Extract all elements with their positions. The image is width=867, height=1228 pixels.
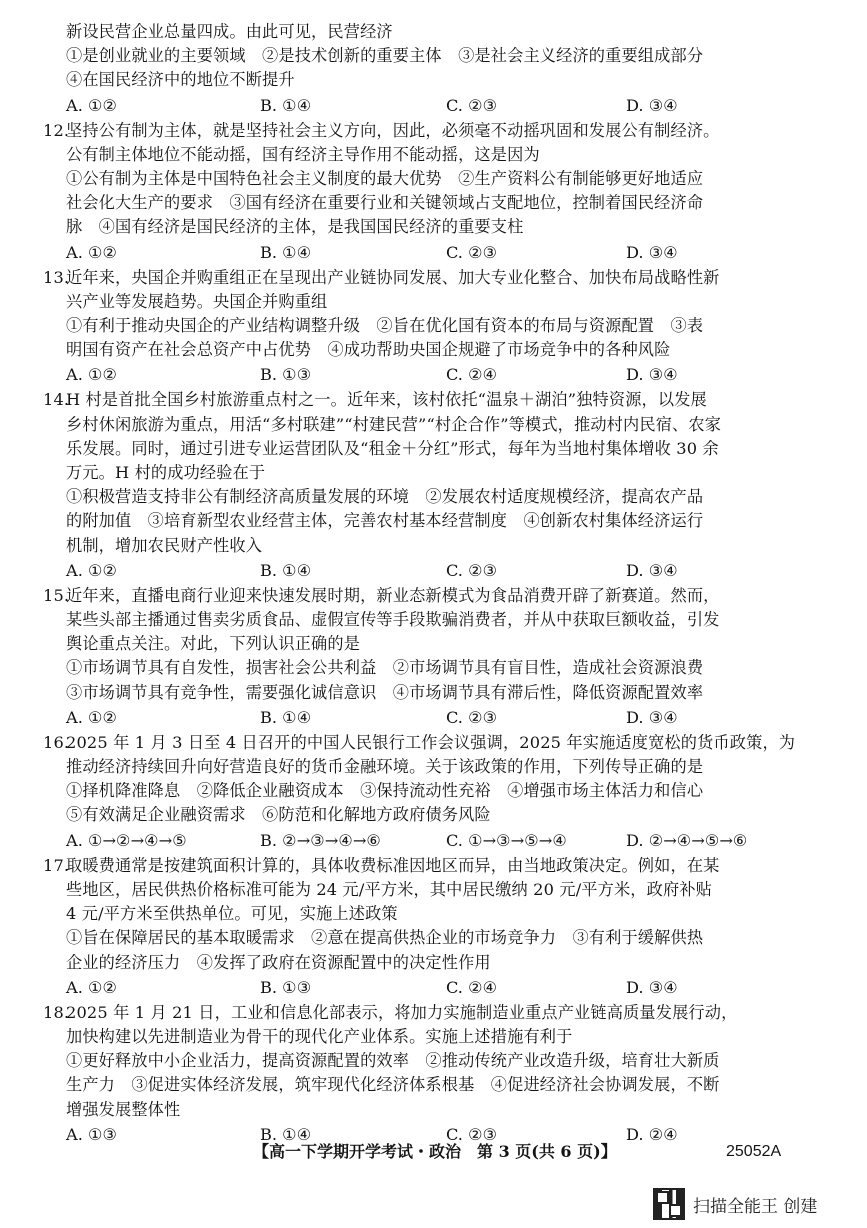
answer-option: D. ③④ <box>626 95 678 115</box>
answer-options <box>66 705 800 731</box>
answer-option: D. ③④ <box>626 707 678 727</box>
text-line <box>66 437 800 461</box>
text-line <box>66 878 800 902</box>
text-line <box>66 509 800 533</box>
line-text: ①旨在保障居民的基本取暖需求 ②意在提高供热企业的市场竞争力 ③有利于缓解供热 <box>66 928 704 948</box>
line-text: ①公有制为主体是中国特色社会主义制度的最大优势 ②生产资料公有制能够更好地适应 <box>66 169 704 189</box>
line-text: H 村是首批全国乡村旅游重点村之一。近年来，该村依托“温泉＋湖泊”独特资源，以发展 <box>66 390 707 410</box>
answer-option: A. ①③ <box>66 1124 118 1144</box>
line-text: 乐发展。同时，通过引进专业运营团队及“租金＋分红”形式，每年为当地村集体增收 30 余 <box>66 438 719 458</box>
text-line <box>66 20 800 44</box>
text-line <box>66 1073 800 1097</box>
line-text: 加快构建以先进制造业为骨干的现代化产业体系。实施上述措施有利于 <box>66 1026 573 1046</box>
line-text: 些地区，居民供热价格标准可能为 24 元/平方米，其中居民缴纳 20 元/平方米，政府补贴 <box>66 879 712 899</box>
answer-options <box>66 975 800 1001</box>
line-text: 近年来，央国企并购重组正在呈现出产业链协同发展、加大专业化整合、加快布局战略性新 <box>66 267 720 287</box>
text-line <box>66 608 800 632</box>
question-number: 14. <box>43 390 70 410</box>
text-line <box>66 191 800 215</box>
answer-option: C. ②④ <box>446 977 498 997</box>
question-stem <box>43 266 800 290</box>
answer-option: A. ①② <box>66 560 118 580</box>
text-line <box>66 926 800 950</box>
answer-option: B. ①④ <box>260 1124 312 1144</box>
answer-option: A. ①② <box>66 977 118 997</box>
text-line <box>66 681 800 705</box>
answer-option: C. ②③ <box>446 560 498 580</box>
text-line <box>66 534 800 558</box>
question-number: 13. <box>43 267 70 287</box>
answer-option: D. ②④ <box>626 1124 678 1144</box>
text-line <box>66 1025 800 1049</box>
line-text: ①市场调节具有自发性，损害社会公共利益 ②市场调节具有盲目性，造成社会资源浪费 <box>66 658 704 678</box>
answer-option: B. ①③ <box>260 977 312 997</box>
question-number: 18. <box>43 1002 70 1022</box>
answer-option: A. ①→②→④→⑤ <box>66 830 187 850</box>
answer-option: C. ①→③→⑤→④ <box>446 830 567 850</box>
text-line <box>66 290 800 314</box>
line-text: ④在国民经济中的地位不断提升 <box>66 70 295 90</box>
answer-options <box>66 362 800 388</box>
answer-option: A. ①② <box>66 365 118 385</box>
text-line <box>66 215 800 239</box>
line-text: 坚持公有制为主体，就是坚持社会主义方向，因此，必须毫不动摇巩固和发展公有制经济。 <box>66 120 720 140</box>
question-number: 17. <box>43 855 70 875</box>
answer-option: C. ②③ <box>446 1124 498 1144</box>
line-text: ①更好释放中小企业活力，提高资源配置的效率 ②推动传统产业改造升级，培育壮大新质 <box>66 1051 720 1071</box>
line-text: 2025 年 1 月 21 日，工业和信息化部表示，将加力实施制造业重点产业链高质量发展行动， <box>66 1002 738 1022</box>
answer-option: B. ①④ <box>260 95 312 115</box>
answer-option: C. ②④ <box>446 365 498 385</box>
text-line <box>66 485 800 509</box>
answer-options <box>66 93 800 119</box>
line-text: 机制，增加农民财产性收入 <box>66 535 263 555</box>
text-line <box>66 632 800 656</box>
text-line <box>66 413 800 437</box>
answer-option: C. ②③ <box>446 707 498 727</box>
scanner-watermark <box>653 1188 817 1220</box>
answer-option: A. ①② <box>66 95 118 115</box>
line-text: 的附加值 ③培育新型农业经营主体，完善农村基本经营制度 ④创新农村集体经济运行 <box>66 511 704 531</box>
text-line <box>66 755 800 779</box>
answer-option: B. ①③ <box>260 365 312 385</box>
answer-option: B. ①④ <box>260 560 312 580</box>
answer-option: D. ③④ <box>626 242 678 262</box>
answer-option: B. ①④ <box>260 242 312 262</box>
text-line <box>66 44 800 68</box>
answer-option: C. ②③ <box>446 95 498 115</box>
question-number: 12. <box>43 120 70 140</box>
line-text: 2025 年 1 月 3 日至 4 日召开的中国人民银行工作会议强调，2025 年实施适度宽松的货币政策，为 <box>66 732 796 752</box>
text-line <box>66 656 800 680</box>
question-number: 15. <box>43 585 70 605</box>
question-stem <box>43 119 800 143</box>
line-text: ①择机降准降息 ②降低企业融资成本 ③保持流动性充裕 ④增强市场主体活力和信心 <box>66 781 704 801</box>
text-line <box>66 1049 800 1073</box>
answer-option: B. ②→③→④→⑥ <box>260 830 381 850</box>
line-text: 生产力 ③促进实体经济发展，筑牢现代化经济体系根基 ④促进经济社会协调发展，不断 <box>66 1075 720 1095</box>
answer-option: B. ①④ <box>260 707 312 727</box>
line-text: 增强发展整体性 <box>66 1099 181 1119</box>
line-text: 舆论重点关注。对此，下列认识正确的是 <box>66 634 361 654</box>
text-line <box>66 803 800 827</box>
text-line <box>66 779 800 803</box>
answer-options <box>66 828 800 854</box>
line-text: ⑤有效满足企业融资需求 ⑥防范和化解地方政府债务风险 <box>66 805 491 825</box>
text-line <box>66 314 800 338</box>
line-text: 近年来，直播电商行业迎来快速发展时期，新业态新模式为食品消费开辟了新赛道。然而， <box>66 585 720 605</box>
question-content <box>43 20 800 1148</box>
line-text: ①有利于推动央国企的产业结构调整升级 ②旨在优化国有资本的布局与资源配置 ③表 <box>66 316 704 336</box>
text-line <box>66 167 800 191</box>
line-text: 公有制主体地位不能动摇，国有经济主导作用不能动摇，这是因为 <box>66 144 540 164</box>
text-line <box>66 461 800 485</box>
question-stem <box>43 1001 800 1025</box>
answer-option: D. ③④ <box>626 365 678 385</box>
line-text: 社会化大生产的要求 ③国有经济在重要行业和关键领域占支配地位，控制着国民经济命 <box>66 193 704 213</box>
text-line <box>66 338 800 362</box>
line-text: 乡村休闲旅游为重点，用活“多村联建”“村建民营”“村企合作”等模式，推动村内民宿、农家 <box>66 414 722 434</box>
text-line <box>66 902 800 926</box>
line-text: 4 元/平方米至供热单位。可见，实施上述政策 <box>66 904 398 924</box>
question-number: 16. <box>43 732 70 752</box>
line-text: 某些头部主播通过售卖劣质食品、虚假宣传等手段欺骗消费者，并从中获取巨额收益，引发 <box>66 610 720 630</box>
line-text: 取暖费通常是按建筑面积计算的，具体收费标准因地区而异，由当地政策决定。例如，在某 <box>66 855 720 875</box>
answer-option: A. ①② <box>66 242 118 262</box>
line-text: 明国有资产在社会总资产中占优势 ④成功帮助央国企规避了市场竞争中的各种风险 <box>66 340 671 360</box>
line-text: ①是创业就业的主要领域 ②是技术创新的重要主体 ③是社会主义经济的重要组成部分 <box>66 46 704 66</box>
question-stem <box>43 854 800 878</box>
text-line <box>66 143 800 167</box>
paper-code: 25052A <box>726 1143 782 1160</box>
footer-title: 【高一下学期开学考试・政治 第 3 页(共 6 页)】 <box>253 1142 617 1161</box>
qr-code-icon <box>653 1188 685 1220</box>
question-stem <box>43 731 800 755</box>
answer-options <box>66 240 800 266</box>
answer-option: D. ③④ <box>626 977 678 997</box>
line-text: 万元。H 村的成功经验在于 <box>66 463 266 483</box>
answer-option: D. ②→④→⑤→⑥ <box>626 830 748 850</box>
watermark-text: 扫描全能王 创建 <box>693 1196 818 1217</box>
answer-option: A. ①② <box>66 707 118 727</box>
text-line <box>66 68 800 92</box>
line-text: ①积极营造支持非公有制经济高质量发展的环境 ②发展农村适度规模经济，提高农产品 <box>66 487 704 507</box>
question-stem <box>43 584 800 608</box>
text-line <box>66 1098 800 1122</box>
line-text: ③市场调节具有竞争性，需要强化诚信意识 ④市场调节具有滞后性，降低资源配置效率 <box>66 682 704 702</box>
text-line <box>66 951 800 975</box>
question-stem <box>43 388 800 412</box>
line-text: 推动经济持续回升向好营造良好的货币金融环境。关于该政策的作用，下列传导正确的是 <box>66 757 704 777</box>
answer-options <box>66 558 800 584</box>
line-text: 脉 ④国有经济是国民经济的主体，是我国国民经济的重要支柱 <box>66 217 524 237</box>
line-text: 新设民营企业总量四成。由此可见，民营经济 <box>66 22 393 41</box>
answer-option: C. ②③ <box>446 242 498 262</box>
answer-option: D. ③④ <box>626 560 678 580</box>
line-text: 企业的经济压力 ④发挥了政府在资源配置中的决定性作用 <box>66 952 491 972</box>
line-text: 兴产业等发展趋势。央国企并购重组 <box>66 291 328 311</box>
